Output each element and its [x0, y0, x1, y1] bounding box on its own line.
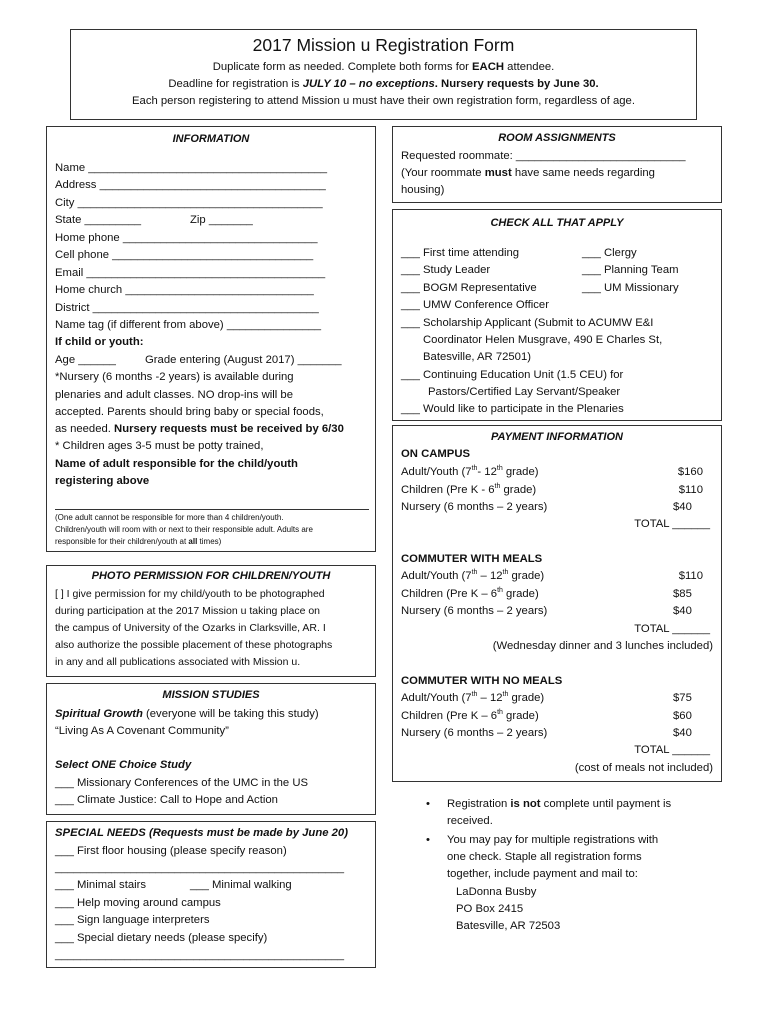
choice-climate-justice[interactable]: ___ Climate Justice: Call to Hope and Action	[55, 794, 278, 806]
mission-studies-title: MISSION STUDIES	[162, 689, 260, 701]
covenant-study-title: “Living As A Covenant Community”	[55, 725, 229, 737]
choice-missionary-conferences[interactable]: ___ Missionary Conferences of the UMC in the US	[55, 777, 309, 789]
child-youth-heading: If child or youth:	[55, 336, 144, 348]
roommate-note: (Your roommate must have same needs regarding	[401, 167, 655, 179]
form-title: 2017 Mission u Registration Form	[252, 35, 515, 55]
payment-title: PAYMENT INFORMATION	[491, 431, 623, 443]
nursery-text-1: *Nursery (6 months -2 years) is available during	[55, 371, 294, 383]
on-campus-heading: ON CAMPUS	[401, 448, 471, 460]
photo-permission-line-2: during participation at the 2017 Mission u taking place on	[55, 605, 321, 617]
nursery-text-4: as needed. Nursery requests must be received by 6/30	[55, 423, 344, 435]
study-leader-option[interactable]: ___ Study Leader	[401, 264, 491, 276]
minimal-stairs-option[interactable]: ___ Minimal stairs	[55, 879, 147, 891]
age-field[interactable]: Age ______	[55, 354, 116, 366]
nursery-text-3: accepted. Parents should bring baby or special foods,	[55, 406, 324, 418]
minimal-walking-option[interactable]: ___ Minimal walking	[190, 879, 292, 891]
information-title: INFORMATION	[172, 133, 250, 145]
cm-nursery-price: $40	[673, 605, 692, 617]
cn-nursery-price: $40	[673, 727, 692, 739]
scholarship-text-3: Batesville, AR 72501)	[423, 351, 532, 363]
roommate-field[interactable]: Requested roommate: ___________________________	[401, 150, 686, 162]
cn-adult-price: $75	[673, 692, 692, 704]
cm-child-label: Children (Pre K – 6th grade)	[401, 587, 539, 600]
commuter-no-meals-heading: COMMUTER WITH NO MEALS	[401, 675, 563, 687]
dietary-needs-line[interactable]: ______________________________________________	[55, 949, 345, 961]
registration-note-1: Registration is not complete until payment is	[447, 798, 672, 810]
registration-note-2: received.	[447, 815, 493, 827]
spiritual-growth-line: Spiritual Growth (everyone will be taking this study)	[55, 708, 319, 720]
oc-total-field[interactable]: TOTAL ______	[634, 518, 710, 530]
adult-responsible-label-2: registering above	[55, 475, 150, 487]
cm-adult-label: Adult/Youth (7th – 12th grade)	[401, 569, 545, 582]
adult-note-1: (One adult cannot be responsible for more than 4 children/youth.	[55, 513, 284, 522]
scholarship-text-2: Coordinator Helen Musgrave, 490 E Charles St,	[423, 334, 663, 346]
oc-adult-price: $160	[677, 466, 703, 478]
mail-address-city: Batesville, AR 72503	[456, 920, 561, 932]
commuter-meals-heading: COMMUTER WITH MEALS	[401, 553, 543, 565]
photo-permission-line-1[interactable]: [ ] I give permission for my child/youth to be photographed	[55, 588, 325, 600]
photo-permission-line-4: also authorize the possible placement of these photographs	[55, 639, 333, 651]
adult-responsible-line[interactable]	[55, 509, 369, 510]
photo-permission-line-3: the campus of University of the Ozarks in Clarksville, AR. I	[55, 622, 326, 634]
check-all-title: CHECK ALL THAT APPLY	[490, 217, 624, 229]
header-line-1: Duplicate form as needed. Complete both forms for EACH attendee.	[212, 61, 555, 73]
cn-child-label: Children (Pre K – 6th grade)	[401, 709, 539, 722]
cm-child-price: $85	[673, 588, 692, 600]
adult-note-2: Children/youth will room with or next to their responsible adult. Adults are	[55, 525, 313, 534]
planning-team-option[interactable]: ___ Planning Team	[582, 264, 679, 276]
photo-permission-line-5: in any and all publications associated with Mission u.	[55, 656, 301, 668]
home-phone-field[interactable]: Home phone _______________________________	[55, 232, 318, 244]
payment-note-2: one check. Staple all registration forms	[447, 851, 642, 863]
district-field[interactable]: District ____________________________________	[55, 302, 319, 314]
zip-field[interactable]: Zip _______	[190, 214, 253, 226]
ceu-text-2: Pastors/Certified Lay Servant/Speaker	[428, 386, 621, 398]
cn-total-field[interactable]: TOTAL ______	[634, 744, 710, 756]
payment-note-3: together, include payment and mail to:	[447, 868, 638, 880]
dietary-needs-option[interactable]: ___ Special dietary needs (please specify)	[55, 932, 268, 944]
home-church-field[interactable]: Home church ______________________________	[55, 284, 314, 296]
ceu-option[interactable]: ___ Continuing Education Unit (1.5 CEU) for	[401, 369, 624, 381]
adult-responsible-label-1: Name of adult responsible for the child/youth	[55, 458, 298, 470]
first-floor-option[interactable]: ___ First floor housing (please specify reason)	[55, 845, 287, 857]
room-assignments-title: ROOM ASSIGNMENTS	[498, 132, 616, 144]
adult-note-3: responsible for their children/youth at all times)	[55, 537, 222, 546]
scholarship-option[interactable]: ___ Scholarship Applicant (Submit to ACUMW E&I	[401, 317, 654, 329]
city-field[interactable]: City _______________________________________	[55, 197, 323, 209]
address-field[interactable]: Address ____________________________________	[55, 179, 326, 191]
special-needs-title: SPECIAL NEEDS (Requests must be made by June 20)	[55, 827, 348, 839]
clergy-option[interactable]: ___ Clergy	[582, 247, 637, 259]
state-field[interactable]: State _________	[55, 214, 142, 226]
oc-nursery-price: $40	[673, 501, 692, 513]
nursery-text-2: plenaries and adult classes. NO drop-ins will be	[55, 389, 293, 401]
photo-permission-title: PHOTO PERMISSION FOR CHILDREN/YOUTH	[91, 570, 331, 582]
payment-note-1: You may pay for multiple registrations with	[447, 834, 659, 846]
um-missionary-option[interactable]: ___ UM Missionary	[582, 282, 679, 294]
umw-officer-option[interactable]: ___ UMW Conference Officer	[401, 299, 549, 311]
mail-address-name: LaDonna Busby	[456, 886, 537, 898]
cn-nursery-label: Nursery (6 months – 2 years)	[401, 727, 548, 739]
name-tag-field[interactable]: Name tag (if different from above) _______________	[55, 319, 322, 331]
cell-phone-field[interactable]: Cell phone ________________________________	[55, 249, 314, 261]
oc-adult-label: Adult/Youth (7th- 12th grade)	[401, 465, 539, 478]
bullet-dot-2: •	[426, 834, 430, 846]
bogm-option[interactable]: ___ BOGM Representative	[401, 282, 537, 294]
cm-total-field[interactable]: TOTAL ______	[634, 623, 710, 635]
header-line-3: Each person registering to attend Mission u must have their own registration form, regardless of age.	[132, 95, 635, 107]
select-choice-label: Select ONE Choice Study	[55, 759, 192, 771]
first-floor-reason-line[interactable]: ______________________________________________	[55, 862, 345, 874]
children-potty-text: * Children ages 3-5 must be potty trained,	[55, 440, 264, 452]
help-moving-option[interactable]: ___ Help moving around campus	[55, 897, 221, 909]
cn-adult-label: Adult/Youth (7th – 12th grade)	[401, 691, 545, 704]
plenaries-option[interactable]: ___ Would like to participate in the Plenaries	[401, 403, 624, 415]
first-time-option[interactable]: ___ First time attending	[401, 247, 520, 259]
roommate-note-2: housing)	[401, 184, 445, 196]
oc-nursery-label: Nursery (6 months – 2 years)	[401, 501, 548, 513]
mail-address-box: PO Box 2415	[456, 903, 524, 915]
cn-meals-note: (cost of meals not included)	[574, 762, 713, 774]
oc-child-price: $110	[678, 484, 703, 496]
cm-adult-price: $110	[678, 570, 703, 582]
grade-field[interactable]: Grade entering (August 2017) _______	[145, 354, 342, 366]
header-line-2: Deadline for registration is JULY 10 – no exceptions. Nursery requests by June 30.	[168, 78, 599, 90]
bullet-dot-1: •	[426, 798, 430, 810]
cm-nursery-label: Nursery (6 months – 2 years)	[401, 605, 548, 617]
cm-meals-note: (Wednesday dinner and 3 lunches included)	[492, 640, 713, 652]
name-field[interactable]: Name ______________________________________	[55, 162, 328, 174]
email-field[interactable]: Email ______________________________________	[55, 267, 326, 279]
oc-child-label: Children (Pre K - 6th grade)	[401, 483, 537, 496]
sign-language-option[interactable]: ___ Sign language interpreters	[55, 914, 210, 926]
cn-child-price: $60	[673, 710, 692, 722]
